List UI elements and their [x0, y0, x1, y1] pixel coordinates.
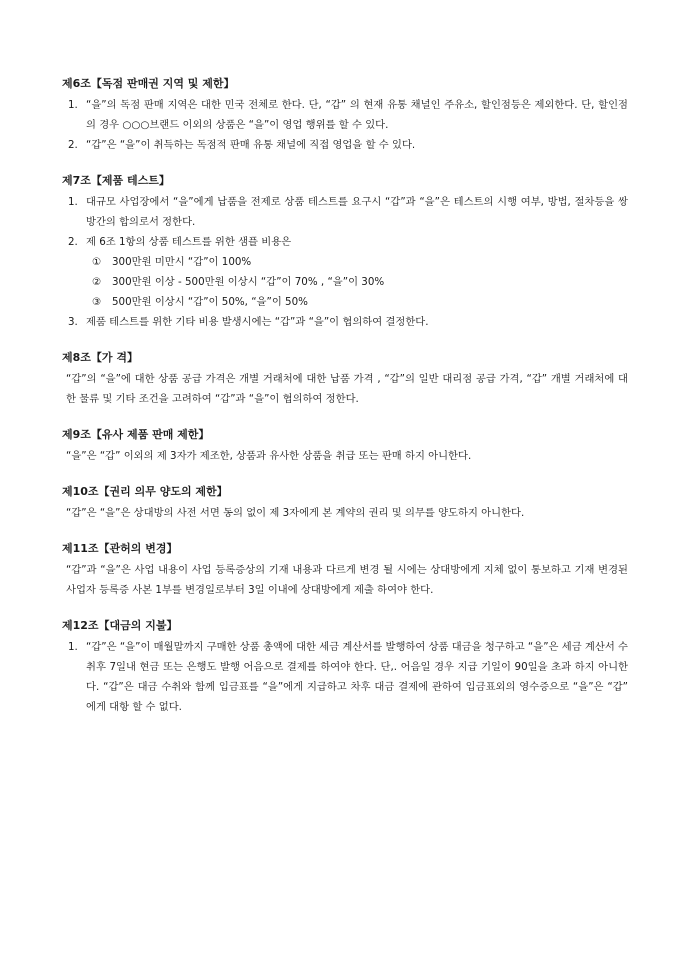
article-title: 제11조【관허의 변경】: [62, 542, 178, 555]
sub-item-mark: ③: [92, 296, 102, 308]
article-12: [62, 618, 628, 717]
sub-item: [86, 292, 628, 312]
sub-item: [86, 272, 628, 292]
article-text: “갑”은 “을”은 상대방의 사전 서면 동의 없이 제 3자에게 본 계약의 권리 및 의무를 양도하지 아니한다.: [66, 507, 525, 519]
list-item: [62, 95, 628, 135]
item-text: 제품 테스트를 위한 기타 비용 발생시에는 “갑”과 “을”이 협의하여 결정한다.: [86, 316, 429, 328]
item-number: 3.: [68, 316, 78, 328]
item-number: 2.: [68, 236, 78, 248]
list-item: [62, 192, 628, 232]
article-title: 제9조【유사 제품 판매 제한】: [62, 428, 210, 441]
article-items: [62, 95, 628, 155]
list-item: [62, 232, 628, 252]
article-title: 제12조【대금의 지불】: [62, 619, 178, 632]
article-text: “갑”과 “을”은 사업 내용이 사업 등록증상의 기재 내용과 다르게 변경 될 시에는 상대방에게 지체 없이 통보하고 기재 변경된 사업자 등록증 사본 1부를 변경일로부터 3일 이내에 상대방에게 제출 하여야 한다.: [66, 564, 628, 596]
article-title: 제8조【가 격】: [62, 351, 138, 364]
article-9: [62, 427, 628, 466]
article-8: [62, 350, 628, 409]
cost-sub-list: [86, 252, 628, 312]
item-number: 1.: [68, 641, 78, 653]
article-11: [62, 541, 628, 600]
article-title: 제7조【제품 테스트】: [62, 174, 170, 187]
article-items: [62, 637, 628, 717]
article-text: “갑”의 “을”에 대한 상품 공급 가격은 개별 거래처에 대한 납품 가격 , “갑”의 일반 대리점 공급 가격, “갑” 개별 거래처에 대한 물류 및 기타 조건을 고려하여 “갑”과 “을”이 협의하여 정한다.: [66, 373, 628, 405]
item-text: “갑”은 “을”이 매월말까지 구매한 상품 총액에 대한 세금 계산서를 발행하여 상품 대금을 청구하고 “을”은 세금 계산서 수취후 7일내 현금 또는 은행도 발행 어음으로 결제를 하여야 한다. 단,. 어음일 경우 지급 기일이 90일을 초과 하지 아니한다. “갑”은 대금 수취와 함께 입금표를 “을”에게 지급하고 차후 대금 결제에 관하여 입금표외의 영수증으로 “을”은 “갑” 에게 대항 할 수 없다.: [86, 641, 628, 713]
sub-item: [86, 252, 628, 272]
article-title: 제10조【권리 의무 양도의 제한】: [62, 485, 228, 498]
item-number: 2.: [68, 139, 78, 151]
sub-item-mark: ①: [92, 256, 102, 268]
list-item: [62, 312, 628, 332]
item-text: “갑”은 “을”이 취득하는 독점적 판매 유통 채널에 직접 영업을 할 수 있다.: [86, 139, 416, 151]
item-text: “을”의 독점 판매 지역은 대한 민국 전체로 한다. 단, “갑” 의 현재 유통 채널인 주유소, 할인점등은 제외한다. 단, 할인점의 경우 ○○○브랜드 이외의 상품은 “을”이 영업 행위를 할 수 있다.: [86, 99, 628, 131]
sub-item-mark: ②: [92, 276, 102, 288]
article-10: [62, 484, 628, 523]
item-number: 1.: [68, 196, 78, 208]
article-text: “을”은 “갑” 이외의 제 3자가 제조한, 상품과 유사한 상품을 취급 또는 판매 하지 아니한다.: [66, 450, 472, 462]
item-number: 1.: [68, 99, 78, 111]
sub-item-text: 500만원 이상시 “갑”이 50%, “을”이 50%: [112, 296, 308, 308]
item-text: 대규모 사업장에서 “을”에게 납품을 전제로 상품 테스트를 요구시 “갑”과 “을”은 테스트의 시행 여부, 방법, 절차등을 쌍방간의 합의로서 정한다.: [86, 196, 628, 228]
article-7: [62, 173, 628, 332]
list-item: [62, 637, 628, 717]
sub-list-container: [62, 252, 628, 312]
article-6: [62, 76, 628, 155]
item-text: 제 6조 1항의 상품 테스트를 위한 샘플 비용은: [86, 236, 292, 248]
article-title: 제6조【독점 판매권 지역 및 제한】: [62, 77, 235, 90]
sub-item-text: 300만원 이상 - 500만원 이상시 “갑”이 70% , “을”이 30%: [112, 276, 385, 288]
article-items: [62, 192, 628, 332]
sub-item-text: 300만원 미만시 “갑”이 100%: [112, 256, 252, 268]
contract-page: [62, 76, 628, 735]
list-item: [62, 135, 628, 155]
